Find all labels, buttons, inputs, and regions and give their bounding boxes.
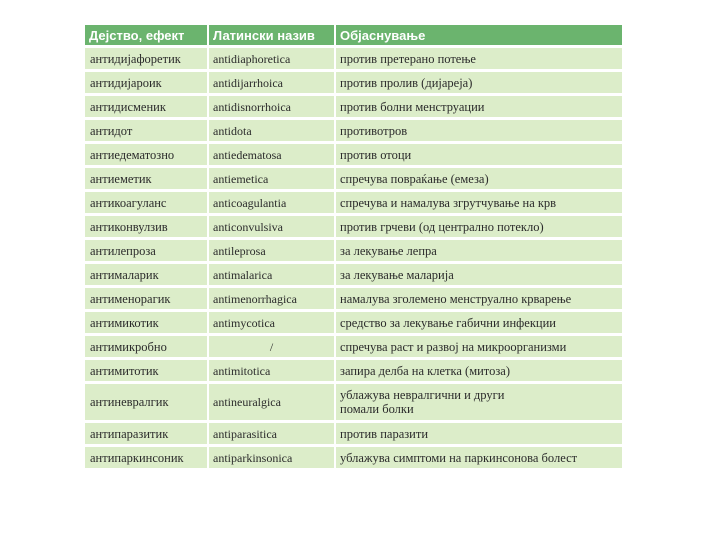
explanation-cell	[334, 384, 622, 420]
latin-cell: antiemetica	[207, 168, 334, 189]
table-row	[85, 312, 622, 333]
table-row	[85, 168, 622, 189]
latin-cell: antiparasitica	[207, 423, 334, 444]
explanation-cell: средство за лекување габични инфекции	[334, 312, 622, 333]
header-explanation: Објаснување	[334, 25, 622, 45]
explanation-cell: против отоци	[334, 144, 622, 165]
table-row	[85, 447, 622, 468]
latin-cell: antimalarica	[207, 264, 334, 285]
effect-cell: антидот	[85, 120, 207, 141]
latin-cell: antimycotica	[207, 312, 334, 333]
latin-cell: /	[207, 336, 334, 357]
effect-cell: антимитотик	[85, 360, 207, 381]
latin-cell: antineuralgica	[207, 384, 334, 420]
terminology-table	[85, 22, 622, 471]
table-row	[85, 48, 622, 69]
table-row	[85, 216, 622, 237]
header-latin-name: Латински назив	[207, 25, 334, 45]
latin-cell: antidiaphoretica	[207, 48, 334, 69]
explanation-cell: спречува повраќање (емеза)	[334, 168, 622, 189]
table-row	[85, 423, 622, 444]
explanation-cell: против пролив (дијареја)	[334, 72, 622, 93]
explanation-cell: против грчеви (од централно потекло)	[334, 216, 622, 237]
effect-cell: антипаразитик	[85, 423, 207, 444]
table-row	[85, 288, 622, 309]
effect-cell: антилепроза	[85, 240, 207, 261]
explanation-cell: намалува зголемено менструално крварење	[334, 288, 622, 309]
table-row	[85, 120, 622, 141]
latin-cell: antidisnorrhoica	[207, 96, 334, 117]
effect-cell: антидијароик	[85, 72, 207, 93]
table-row	[85, 72, 622, 93]
effect-cell: антималарик	[85, 264, 207, 285]
explanation-cell: против болни менструации	[334, 96, 622, 117]
latin-cell: antiparkinsonica	[207, 447, 334, 468]
explanation-cell: за лекување маларија	[334, 264, 622, 285]
explanation-cell: против претерано потење	[334, 48, 622, 69]
effect-cell: антидисменик	[85, 96, 207, 117]
effect-cell: антиеметик	[85, 168, 207, 189]
latin-cell: antiedematosa	[207, 144, 334, 165]
explanation-line: помали болки	[340, 402, 414, 416]
latin-cell: antimitotica	[207, 360, 334, 381]
explanation-line: ублажува невралгични и други	[340, 388, 505, 402]
table-row	[85, 96, 622, 117]
effect-cell: антипаркинсоник	[85, 447, 207, 468]
effect-cell: антименорагик	[85, 288, 207, 309]
explanation-cell: спречува и намалува згрутчување на крв	[334, 192, 622, 213]
explanation-cell: против паразити	[334, 423, 622, 444]
latin-cell: anticoagulantia	[207, 192, 334, 213]
table-row	[85, 384, 622, 420]
explanation-cell: за лекување лепра	[334, 240, 622, 261]
explanation-cell: противотров	[334, 120, 622, 141]
latin-cell: antidota	[207, 120, 334, 141]
effect-cell: антимикотик	[85, 312, 207, 333]
table-header-row	[85, 25, 622, 45]
latin-cell: antidijarrhoica	[207, 72, 334, 93]
table-row	[85, 360, 622, 381]
latin-cell: antileprosa	[207, 240, 334, 261]
explanation-cell: запира делба на клетка (митоза)	[334, 360, 622, 381]
terminology-table-sheet	[85, 22, 622, 471]
effect-cell: антиедематозно	[85, 144, 207, 165]
explanation-cell: ублажува симптоми на паркинсонова болест	[334, 447, 622, 468]
header-effect: Дејство, ефект	[85, 25, 207, 45]
effect-cell: антиневралгик	[85, 384, 207, 420]
latin-cell: antimenorrhagica	[207, 288, 334, 309]
table-row	[85, 336, 622, 357]
effect-cell: антимикробно	[85, 336, 207, 357]
table-row	[85, 192, 622, 213]
table-row	[85, 144, 622, 165]
latin-cell: anticonvulsiva	[207, 216, 334, 237]
explanation-cell: спречува раст и развој на микроорганизми	[334, 336, 622, 357]
effect-cell: антиконвулзив	[85, 216, 207, 237]
effect-cell: антидијафоретик	[85, 48, 207, 69]
table-row	[85, 240, 622, 261]
effect-cell: антикоагуланс	[85, 192, 207, 213]
table-row	[85, 264, 622, 285]
